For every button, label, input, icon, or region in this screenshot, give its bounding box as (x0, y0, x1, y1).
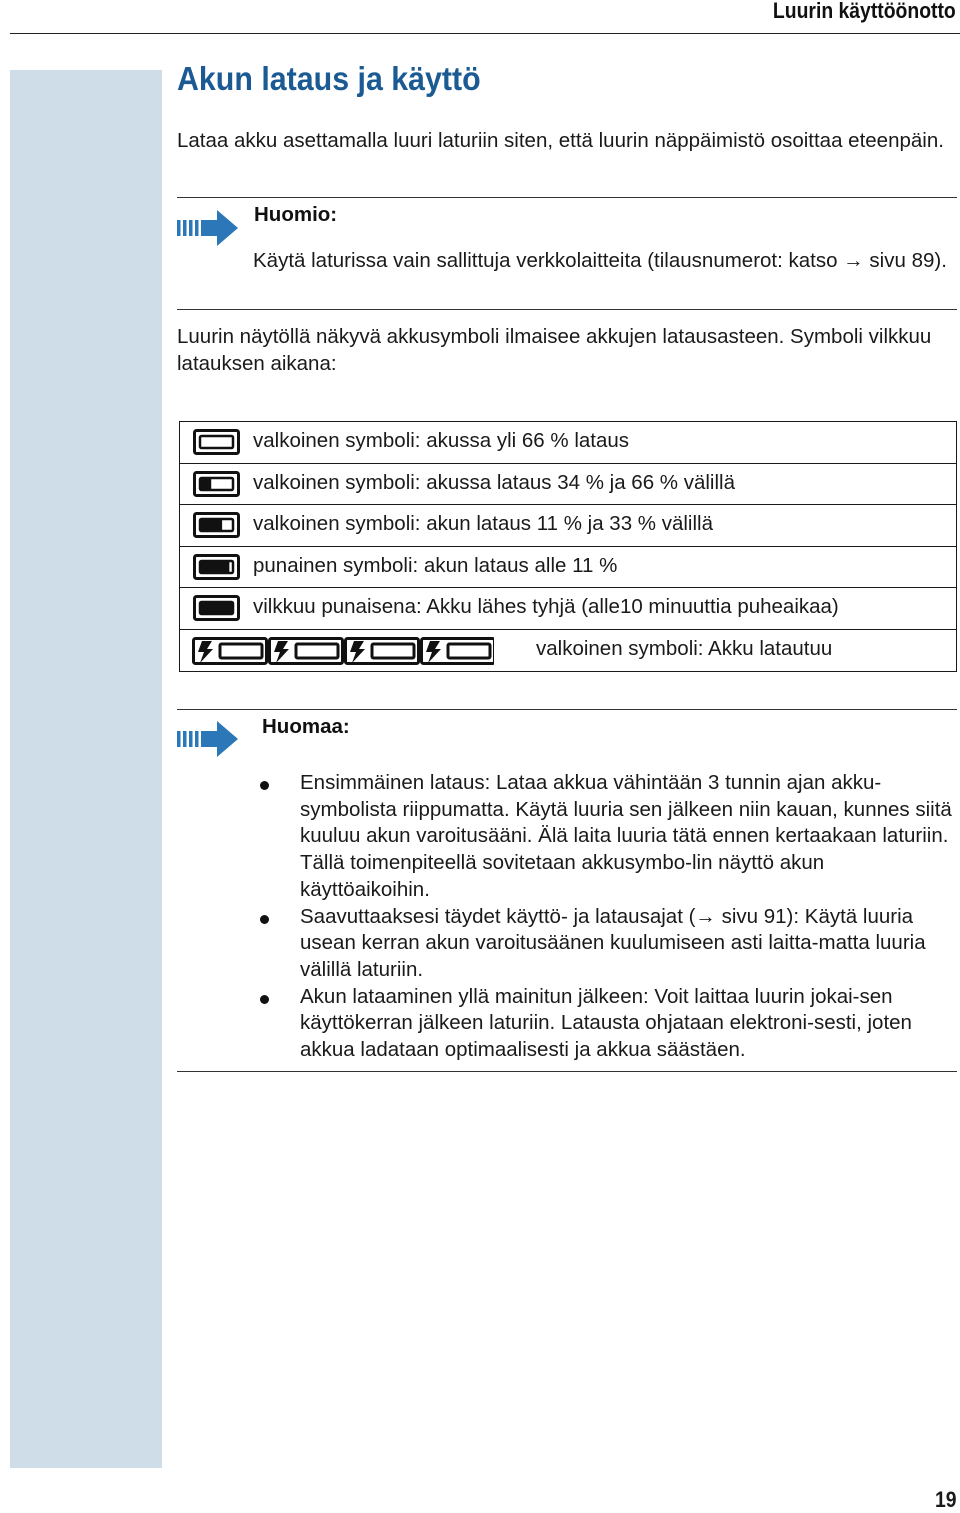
battery-charging-icons (192, 635, 494, 672)
running-head: Luurin käyttöönotto (773, 0, 956, 23)
battery-two-thirds-icon (193, 471, 240, 497)
battery-level-table (179, 421, 957, 672)
battery-one-third-icon (193, 512, 240, 538)
remark-list (255, 770, 955, 1064)
battery-intro: Luurin näytöllä näkyvä akkusymboli ilmaisee akkujen latausasteen. Symboli vilkkuu latauksen aikana: (177, 325, 932, 375)
page-title: Akun lataus ja käyttö (177, 60, 481, 97)
notice-bottom-rule (177, 309, 957, 310)
battery-charging-icon (192, 635, 494, 667)
remark-heading: Huomaa: (262, 715, 350, 738)
notice-heading: Huomio: (254, 203, 338, 226)
notice-text (253, 247, 953, 274)
battery-empty-icon (193, 595, 240, 621)
remark-bottom-rule (177, 1071, 957, 1072)
battery-cell (200, 436, 233, 448)
battery-level-fill (200, 602, 233, 614)
battery-level-label: valkoinen symboli: akun lataus 11 % ja 33 % välillä (253, 512, 713, 535)
battery-level-row (180, 588, 956, 630)
list-item-text: Ensimmäinen lataus: Lataa akkua vähintään 3 tunnin ajan akku-symbolista riippumatta. Käytä luuria sen jälkeen niin kauan, kunnes siitä kuuluu akun varoitusääni. Älä laita luuria tätä ennen kertaakaan laturiin. Tällä toimenpiteellä sovitetaan akkusymbo-lin näyttö akun käyttöaikoihin. (300, 771, 952, 901)
battery-charging-label: valkoinen symboli: Akku latautuu (536, 636, 833, 660)
header-rule (10, 33, 960, 34)
battery-level-label: valkoinen symboli: akussa yli 66 % lataus (253, 429, 630, 452)
battery-level-label: vilkkuu punaisena: Akku lähes tyhjä (alle10 minuuttia puheaikaa) (253, 595, 839, 618)
remark-top-rule (177, 709, 957, 710)
bullet-icon (260, 915, 269, 924)
list-item-text: Saavuttaaksesi täydet käyttö- ja latausajat (→ sivu 91): Käytä luuria usean kerran akun varoitusäänen kuulumiseen asti laitta-matta luuria välillä laturiin. (300, 904, 926, 981)
battery-level-row (180, 547, 956, 589)
list-item (255, 904, 955, 984)
bullet-icon (260, 995, 269, 1004)
bullet-icon (260, 781, 269, 790)
list-item (255, 770, 955, 904)
notice-text-after: sivu 89). (863, 249, 947, 272)
battery-level-row (180, 422, 956, 464)
note-arrow-icon (177, 718, 239, 762)
list-item (255, 984, 955, 1064)
battery-charging-row (180, 630, 956, 671)
battery-level-label: punainen symboli: akun lataus alle 11 % (253, 553, 618, 577)
battery-level-row (180, 505, 956, 547)
margin-column (10, 70, 162, 1468)
list-item-text: Akun lataaminen yllä mainitun jälkeen: Voit laittaa luurin jokai-sen käyttökerran jälkeen laturiin. Latausta ohjataan elektroni-sesti, joten akkua ladataan optimaalisesti ja akkua säästäen. (300, 984, 912, 1062)
notice-text-before: Käytä laturissa vain sallittuja verkkolaitteita (tilausnumerot: katso (253, 249, 844, 272)
battery-level-label: valkoinen symboli: akussa lataus 34 % ja 66 % välillä (253, 470, 736, 494)
notice-arrow-icon: → (843, 249, 864, 272)
battery-level-row (180, 464, 956, 506)
note-arrow-icon (177, 207, 239, 251)
intro-paragraph: Lataa akku asettamalla luuri laturiin siten, että luurin näppäimistö osoittaa eteenpäin. (177, 129, 944, 152)
notice-top-rule (177, 197, 957, 198)
battery-full-icon (193, 429, 240, 455)
battery-low-icon (193, 554, 240, 580)
page-number: 19 (934, 1487, 956, 1512)
battery-level-fill (200, 478, 211, 490)
battery-level-fill (200, 519, 222, 531)
battery-level-fill (200, 561, 229, 573)
